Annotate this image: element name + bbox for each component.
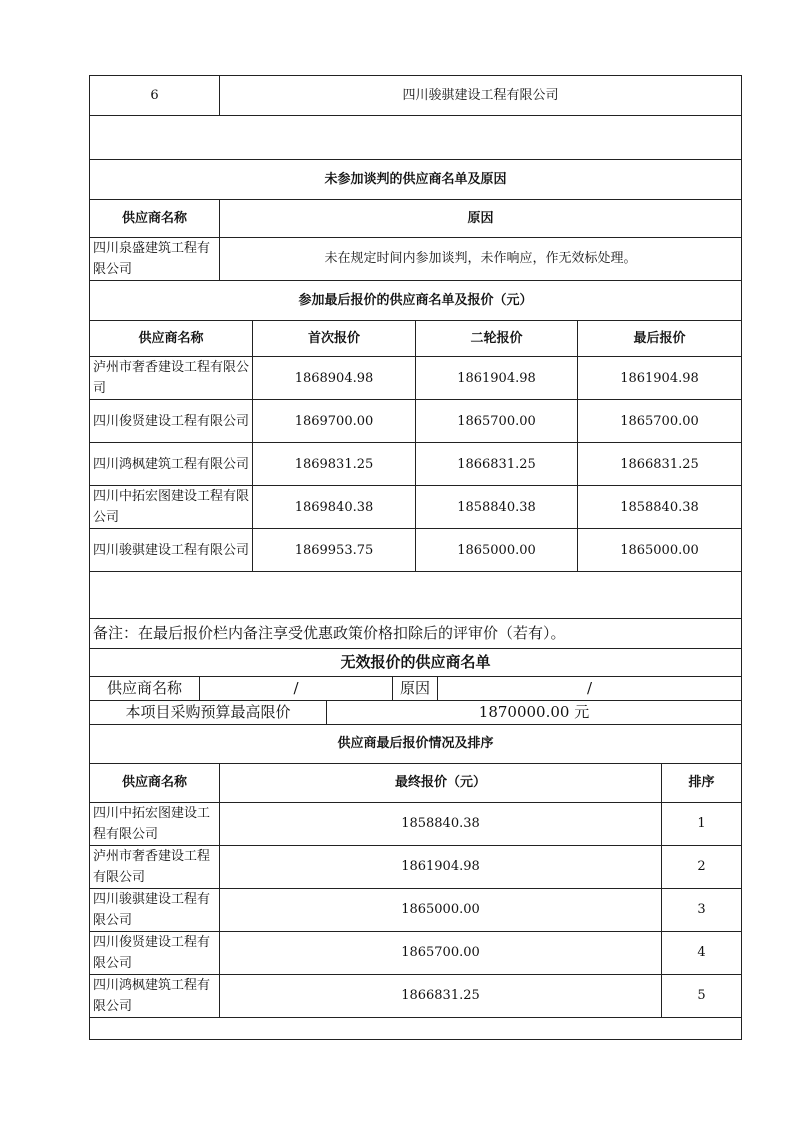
quotes-header-final: 最后报价 xyxy=(578,321,742,357)
invalid-reason-value: / xyxy=(438,676,742,700)
quote-supplier: 四川鸿枫建筑工程有限公司 xyxy=(90,443,253,486)
quote-final: 1865000.00 xyxy=(578,529,742,572)
table-row xyxy=(90,486,742,529)
ranking-supplier: 四川鸿枫建筑工程有限公司 xyxy=(90,974,220,1017)
note-text: 备注：在最后报价栏内备注享受优惠政策价格扣除后的评审价（若有）。 xyxy=(90,619,742,649)
ranking-price: 1861904.98 xyxy=(220,845,662,888)
ranking-supplier: 四川骏骐建设工程有限公司 xyxy=(90,888,220,931)
quote-first: 1869953.75 xyxy=(253,529,416,572)
quote-second: 1866831.25 xyxy=(416,443,578,486)
ranking-rank: 2 xyxy=(662,845,742,888)
quote-second: 1865000.00 xyxy=(416,529,578,572)
ranking-price: 1865000.00 xyxy=(220,888,662,931)
quote-supplier: 四川俊贤建设工程有限公司 xyxy=(90,400,253,443)
absent-supplier: 四川泉盛建筑工程有限公司 xyxy=(90,237,220,280)
budget-table xyxy=(89,701,742,726)
quote-supplier: 四川骏骐建设工程有限公司 xyxy=(90,529,253,572)
ranking-rank: 1 xyxy=(662,802,742,845)
absent-reason: 未在规定时间内参加谈判，未作响应，作无效标处理。 xyxy=(220,237,742,280)
table-row xyxy=(90,802,742,845)
quote-final: 1865700.00 xyxy=(578,400,742,443)
ranking-title: 供应商最后报价情况及排序 xyxy=(90,725,742,763)
ranking-header-supplier: 供应商名称 xyxy=(90,763,220,802)
ranking-rank: 3 xyxy=(662,888,742,931)
budget-label: 本项目采购预算最高限价 xyxy=(90,701,327,725)
budget-value: 1870000.00 元 xyxy=(327,701,742,725)
quote-first: 1869831.25 xyxy=(253,443,416,486)
quote-final: 1861904.98 xyxy=(578,357,742,400)
ranking-price: 1858840.38 xyxy=(220,802,662,845)
table-row xyxy=(90,974,742,1017)
quote-second: 1858840.38 xyxy=(416,486,578,529)
invalid-title: 无效报价的供应商名单 xyxy=(90,649,742,676)
table-row xyxy=(90,845,742,888)
table-row xyxy=(90,357,742,400)
ranking-table xyxy=(89,725,742,1040)
ranking-rank: 5 xyxy=(662,974,742,1017)
invalid-reason-label: 原因 xyxy=(393,676,438,700)
quotes-header-second: 二轮报价 xyxy=(416,321,578,357)
absent-title: 未参加谈判的供应商名单及原因 xyxy=(90,160,742,199)
invalid-supplier-label: 供应商名称 xyxy=(90,676,200,700)
quote-supplier: 四川中拓宏图建设工程有限公司 xyxy=(90,486,253,529)
table-row xyxy=(90,443,742,486)
blank-row xyxy=(90,572,742,619)
ranking-price: 1865700.00 xyxy=(220,931,662,974)
blank-row xyxy=(90,116,742,160)
top-company: 四川骏骐建设工程有限公司 xyxy=(220,76,742,116)
top-table xyxy=(89,75,742,160)
ranking-header-price: 最终报价（元） xyxy=(220,763,662,802)
blank-row xyxy=(90,1017,742,1039)
absent-col-reason: 原因 xyxy=(220,199,742,237)
table-row xyxy=(90,400,742,443)
quotes-header-supplier: 供应商名称 xyxy=(90,321,253,357)
absent-table xyxy=(89,160,742,281)
ranking-supplier: 四川俊贤建设工程有限公司 xyxy=(90,931,220,974)
ranking-price: 1866831.25 xyxy=(220,974,662,1017)
ranking-rank: 4 xyxy=(662,931,742,974)
quote-second: 1861904.98 xyxy=(416,357,578,400)
quote-first: 1869840.38 xyxy=(253,486,416,529)
quote-final: 1866831.25 xyxy=(578,443,742,486)
quotes-header-first: 首次报价 xyxy=(253,321,416,357)
table-row xyxy=(90,888,742,931)
ranking-supplier: 四川中拓宏图建设工程有限公司 xyxy=(90,802,220,845)
quote-first: 1868904.98 xyxy=(253,357,416,400)
quote-final: 1858840.38 xyxy=(578,486,742,529)
quote-first: 1869700.00 xyxy=(253,400,416,443)
quotes-table xyxy=(89,281,742,650)
quotes-title: 参加最后报价的供应商名单及报价（元） xyxy=(90,281,742,321)
invalid-table xyxy=(89,649,742,701)
document-sheet xyxy=(89,75,742,1040)
invalid-supplier-value: / xyxy=(200,676,393,700)
table-row xyxy=(90,931,742,974)
quote-second: 1865700.00 xyxy=(416,400,578,443)
top-index: 6 xyxy=(90,76,220,116)
quote-supplier: 泸州市奢香建设工程有限公司 xyxy=(90,357,253,400)
absent-col-supplier: 供应商名称 xyxy=(90,199,220,237)
table-row xyxy=(90,529,742,572)
ranking-header-rank: 排序 xyxy=(662,763,742,802)
ranking-supplier: 泸州市奢香建设工程有限公司 xyxy=(90,845,220,888)
